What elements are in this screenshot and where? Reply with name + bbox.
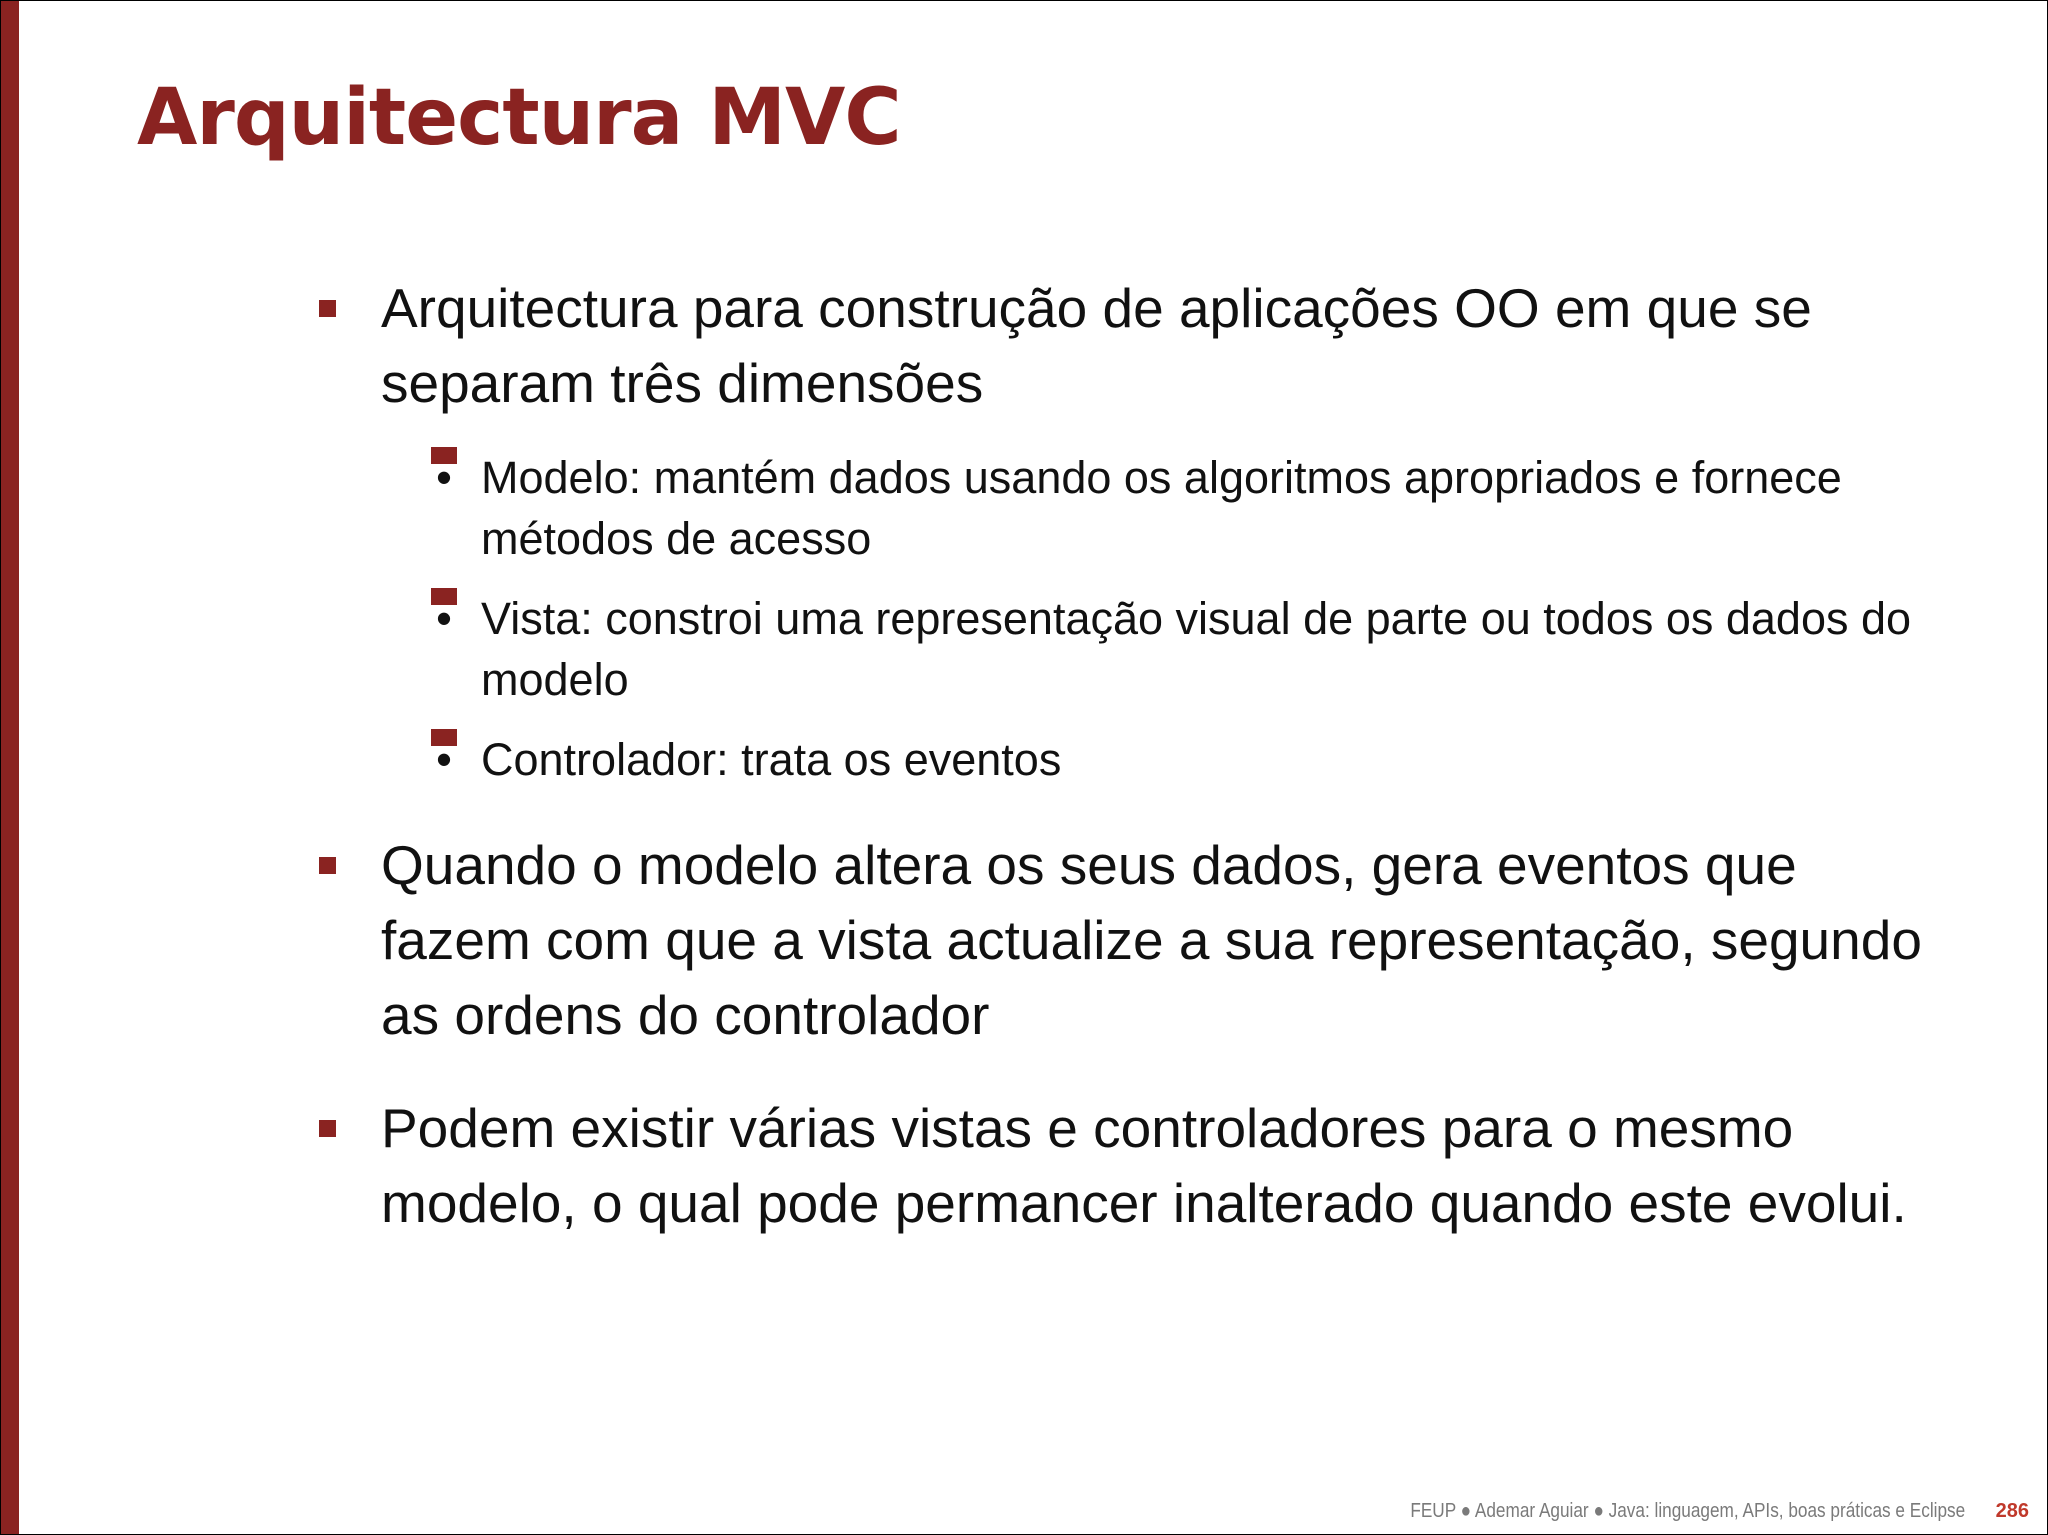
dot-bullet-icon: • bbox=[431, 729, 457, 746]
bullet-item bbox=[319, 1091, 1959, 1241]
sub-bullet-text: Vista: constroi uma representação visual de parte ou todos os dados do modelo bbox=[481, 593, 1912, 705]
sub-bullet-list bbox=[381, 447, 1959, 790]
square-bullet-icon bbox=[319, 300, 336, 317]
square-bullet-icon bbox=[319, 857, 336, 874]
footer-text: FEUP ● Ademar Aguiar ● Java: linguagem, APIs, boas práticas e Eclipse bbox=[1410, 1499, 1966, 1522]
bullet-text: Podem existir várias vistas e controladores para o mesmo modelo, o qual pode permancer inalterado quando este evolui. bbox=[381, 1097, 1907, 1234]
sub-bullet-item bbox=[431, 588, 1959, 710]
dot-bullet-icon: • bbox=[431, 447, 457, 464]
page-number: 286 bbox=[1995, 1499, 2029, 1522]
sub-bullet-item bbox=[431, 729, 1959, 790]
bullet-item bbox=[319, 271, 1959, 790]
slide-title: Arquitectura MVC bbox=[137, 73, 901, 163]
bullet-text: Quando o modelo altera os seus dados, gera eventos que fazem com que a vista actualize a sua representação, segundo as ordens do controlador bbox=[381, 834, 1922, 1046]
slide-footer bbox=[1320, 1496, 2029, 1526]
bullet-text: Arquitectura para construção de aplicações OO em que se separam três dimensões bbox=[381, 277, 1812, 414]
left-accent-bar bbox=[1, 1, 19, 1534]
slide-content bbox=[319, 271, 1959, 1279]
sub-bullet-text: Modelo: mantém dados usando os algoritmos apropriados e fornece métodos de acesso bbox=[481, 452, 1842, 564]
dot-bullet-icon: • bbox=[431, 588, 457, 605]
bullet-item bbox=[319, 828, 1959, 1053]
sub-bullet-text: Controlador: trata os eventos bbox=[481, 734, 1062, 785]
square-bullet-icon bbox=[319, 1120, 336, 1137]
sub-bullet-item bbox=[431, 447, 1959, 569]
